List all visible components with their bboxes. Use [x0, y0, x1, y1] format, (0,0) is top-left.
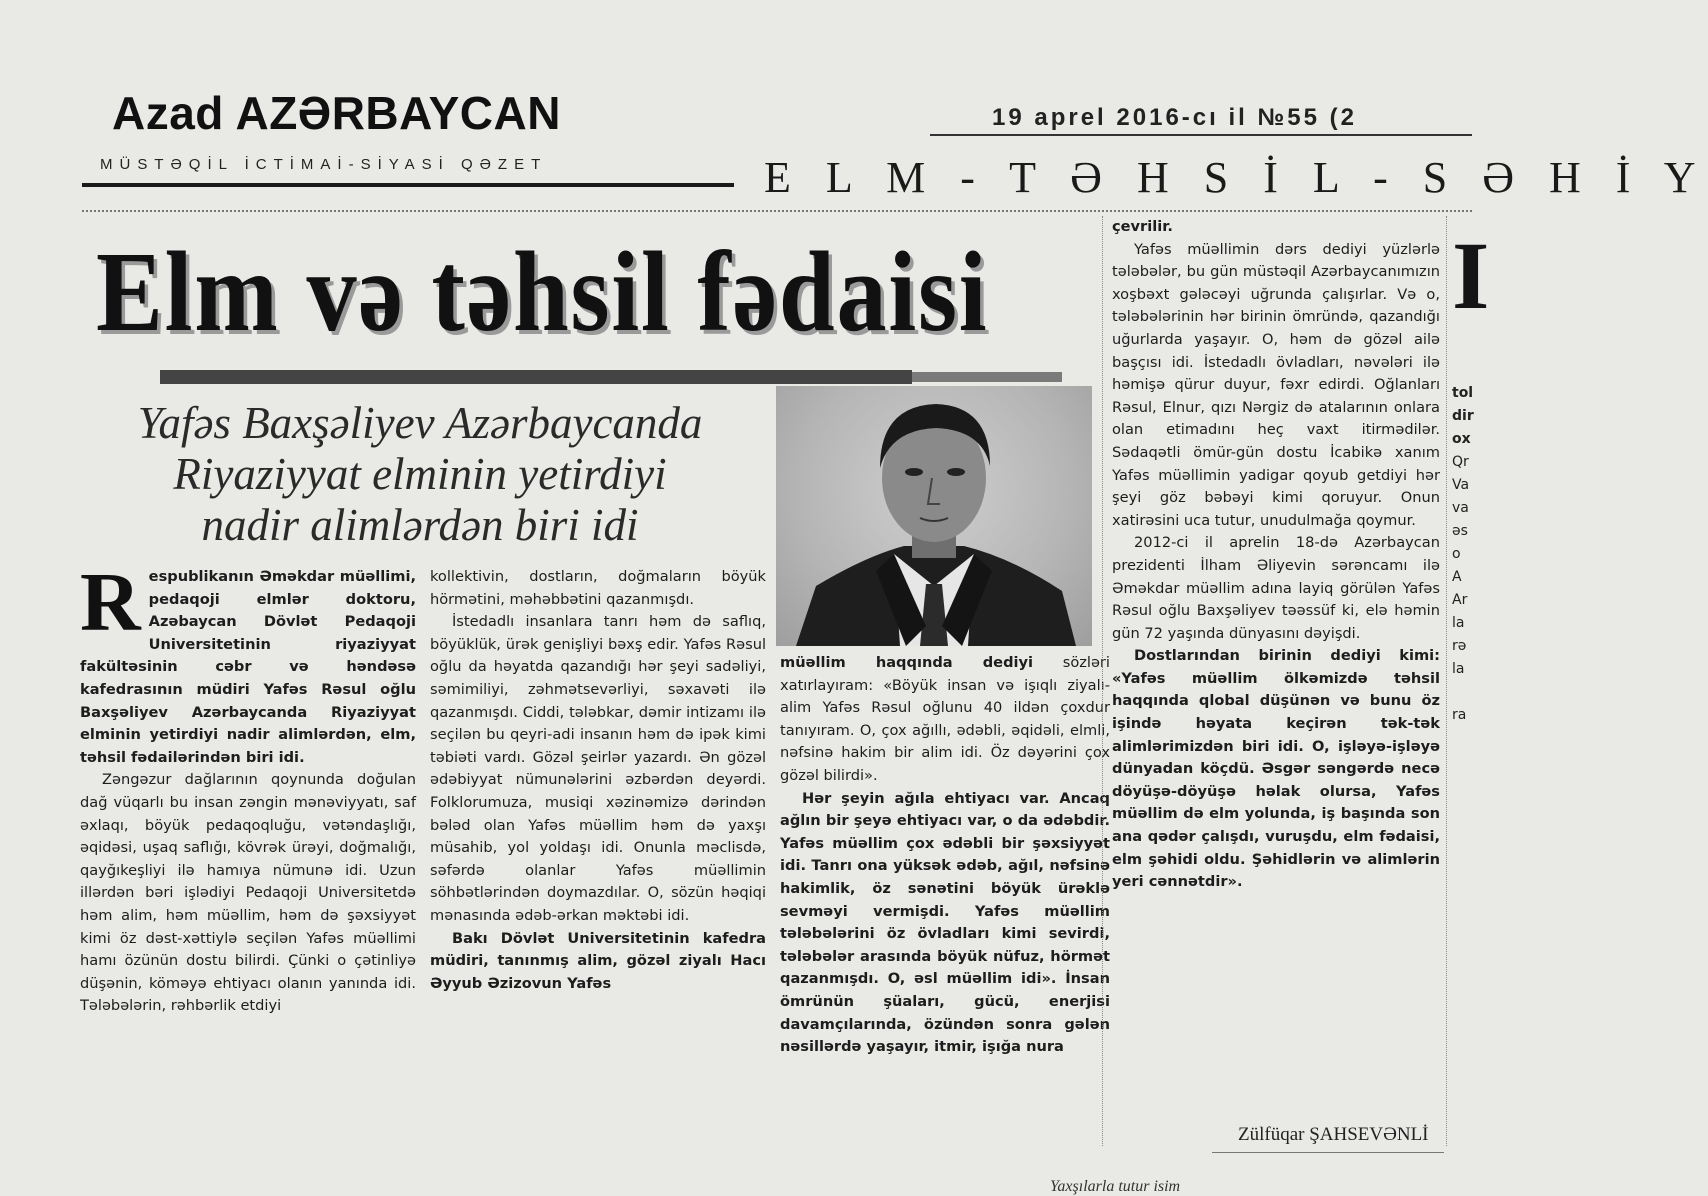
paragraph: Zəngəzur dağlarının qoynunda doğulan dağ vüqarlı bu insan zəngin mənəviyyatı, saf əxlaqı, böyük pedaqoqluğu, vətəndaşlığı, əqidəsi, uşaq saflığı, kövrək ürəyi, doğmalığı, qayğıkeşliyi ilə hamıya nümunə idi. Uzun illərdən bəri işlədiyi Pedaqoji Universitetdə həm alim, həm müəllim, həm də şəxsiyyət kimi öz dəst-xəttiylə seçilən Yafəs müəllimi hamı özünün dostu bilirdi. Çünki o çətinliyə düşənin, köməyə ehtiyacı olanın yanında idi. Tələbələrin, rəhbərlik etdiyi [80, 771, 416, 1015]
article-column-3 [780, 652, 1110, 1162]
edge-line: tol [1452, 385, 1474, 401]
lead-paragraph [80, 556, 416, 769]
edge-line: Ar [1452, 592, 1468, 608]
author-byline: Zülfüqar ŞAHSEVƏNLİ [1238, 1124, 1429, 1145]
byline-rule [1212, 1152, 1444, 1153]
paragraph: Bakı Dövlət Universitetinin kafedra müdiri, tanınmış alim, gözəl ziyalı Hacı Əyyub Əzizovun Yafəs [430, 929, 766, 992]
issue-date: 19 aprel 2016-cı il №55 (2 [992, 104, 1357, 131]
portrait-photo [776, 386, 1092, 646]
edge-line: əs [1452, 523, 1468, 539]
article-column-1 [80, 556, 416, 1166]
headline-underline-shade [912, 372, 1062, 382]
edge-line: la [1452, 615, 1465, 631]
next-article-snippet: Yaxşılarla tutur isim [1050, 1178, 1181, 1195]
edge-line: dir [1452, 408, 1474, 424]
headline: Elm və təhsil fədaisi [96, 228, 989, 355]
article-column-2 [430, 566, 766, 1166]
masthead-subtitle: MÜSTƏQİL İCTİMAİ-SİYASİ QƏZET [100, 156, 548, 173]
subtitle-line: Yafəs Baxşəliyev Azərbaycanda [137, 398, 703, 448]
paragraph: Dostlarından birinin dediyi kimi: «Yafəs müəllim ölkəmizdə təhsil haqqında qlobal düşünən və bunu öz işində həyata keçirən tək-tək alimlərimizdən biri idi. O, işləyə-işləyə dünyadan köçdü. Əsgər səngərdə necə döyüşə-döyüşə həlak olursa, Yafəs müəllim də elm yolunda, iş başında son ana qədər çalışdı, vuruşdu, elm fədaisi, elm şəhidi oldu. Şəhidlərin və alimlərin yeri cənnətdir». [1112, 647, 1440, 891]
paragraph: kollektivin, dostların, doğmaların böyük hörmətini, məhəbbətini qazanmışdı. [430, 568, 766, 608]
edge-line: o [1452, 546, 1461, 562]
edge-line: A [1452, 569, 1462, 585]
edge-line: ox [1452, 431, 1471, 447]
column-divider [1102, 216, 1103, 1146]
issue-rule [930, 134, 1472, 136]
paragraph: Yafəs müəllimin dərs dediyi yüzlərlə tələbələr, bu gün müstəqil Azərbaycanımızın xoşbəxt gələcəyi uğrunda çalışırlar. Və o, tələbələrinin hər birinin ömründə, qazandığı uğurlarda yaşayır. O, həm də gözəl ailə başçısı idi. İstedadlı övladları, nəvələri ilə həmişə qürur duyur, fəxr edirdi. Oğlanları Rəsul, Elnur, qızı Nərgiz də atalarının onlara olan etimadını heç vaxt itirmədilər. Sədaqətli ömür-gün dostu İcabikə xanım Yafəs müəllimin yadigar qoyub getdiyi hər şeyi göz bəbəyi kimi qoruyur. Onun xatirəsini uca tutur, unudulmağa qoymur. [1112, 240, 1440, 529]
masthead-rule [82, 183, 734, 187]
section-title: E L M - T Ə H S İ L - S Ə H İ Y [764, 153, 1708, 202]
paragraph: İstedadlı insanlara tanrı həm də saflıq, böyüklük, ürək genişliyi bəxş edir. Yafəs Rəsul oğlu da həyatda qazandığı hər şeyi sadəliyi, səmimiliyi, zəhmətsevərliyi, səxavəti ilə qazanmışdı. Ciddi, tələbkar, dəmir intizamı ilə seçilən bu qeyri-adi insanın həm də ipək kimi təbiəti vardı. Gözəl şeirlər yazardı. Ən gözəl ədəbiyyat nümunələrini əzbərdən deyərdi. Folklorumuza, musiqi xəzinəmizə dərindən bələd olan Yafəs müəllim həm də yaxşı müsahib, yol yoldaşı idi. Onunla məclisdə, səfərdə olanlar Yafəs müəllimin söhbətlərindən doymazdılar. O, sözün həqiqi mənasında ədəb-ərkan məktəbi idi. [430, 613, 766, 924]
edge-line [1452, 681, 1472, 704]
dotted-divider [82, 210, 1472, 212]
edge-line: va [1452, 500, 1469, 516]
article-subtitle [110, 398, 730, 551]
article-column-4 [1112, 216, 1440, 1146]
edge-headline-fragment: I [1452, 222, 1490, 329]
portrait-illustration [776, 386, 1092, 646]
subtitle-line: nadir alimlərdən biri idi [201, 500, 639, 550]
quote-text: sözləri xatırlayıram: «Böyük insan və işıqlı ziyalı-alim Yafəs Rəsul oğlunu 40 ildən çoxdur tanıyıram. O, çox ağıllı, ədəbli, əqidəli, elmli, nəfsinə hakim bir alim idi. Öz dəyərini çox gözəl bilirdi». [780, 654, 1110, 784]
edge-line: Va [1452, 477, 1470, 493]
paragraph: çevrilir. [1112, 218, 1173, 235]
paragraph: Hər şeyin ağıla ehtiyacı var. Ancaq ağlın bir şeyə ehtiyacı var, o da ədəbdir. Yafəs müəllim çox ədəbli bir şəxsiyyət idi. Tanrı ona yüksək ədəb, ağıl, nəfsinə hakimlik, öz sənətini böyük ürəklə sevməyi vermişdi. Yafəs müəllim tələbələrini öz övladları kimi sevirdi, tələbələr arasında böyük nüfuz, hörmət qazanmışdı. O, əsl müəllim idi». İnsan ömrünün şüaları, gücü, enerjisi davamçılarında, özündən sonra gələn nəsillərdə yaşayır, itmir, işığa nura [780, 789, 1110, 1056]
headline-underline [160, 370, 912, 384]
quote-intro-bold: müəllim haqqında dediyi [780, 654, 1034, 671]
edge-column-fragment [1452, 382, 1472, 727]
lead-text: espublikanın Əməkdar müəllimi, pedaqoji elmlər doktoru, Azəbaycan Dövlət Pedaqoji Universitetinin riyaziyyat fakültəsinin cəbr və həndəsə kafedrasının müdiri Yafəs Rəsul oğlu Baxşəliyev Azərbaycanda Riyaziyyat elminin yetirdiyi nadir alimlərdən, elm, təhsil fədailərindən biri idi. [80, 568, 416, 766]
masthead-title: Azad AZƏRBAYCAN [112, 87, 561, 139]
column-divider [1446, 216, 1447, 1146]
paragraph [780, 652, 1110, 788]
edge-line: rə [1452, 638, 1467, 654]
edge-line: ra [1452, 707, 1467, 723]
drop-cap: R [80, 556, 141, 649]
paragraph: 2012-ci il aprelin 18-də Azərbaycan prezidenti İlham Əliyevin sərəncamı ilə Əməkdar müəllim adına layiq görülən Yafəs Rəsul oğlu Baxşəliyev təəssüf ki, elə həmin gün 72 yaşında dünyasını dəyişdi. [1112, 534, 1440, 642]
subtitle-line: Riyaziyyat elminin yetirdiyi [173, 449, 667, 499]
edge-line: Qr [1452, 454, 1469, 470]
edge-line: la [1452, 661, 1465, 677]
